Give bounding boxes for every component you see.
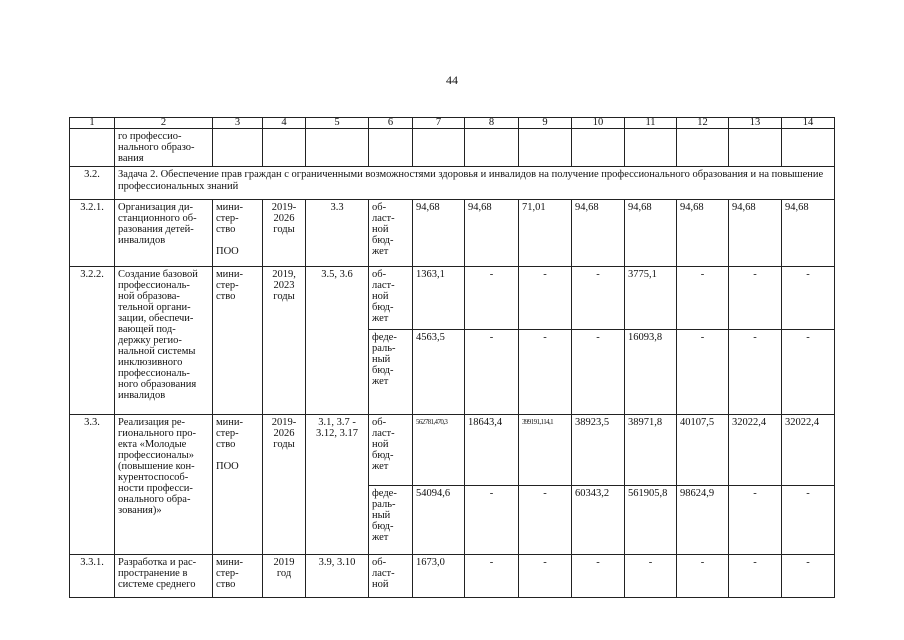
budget-value: 94,68 — [729, 200, 782, 267]
indicators: 3.5, 3.6 — [306, 267, 369, 415]
header-row — [70, 118, 835, 129]
indicators: 3.3 — [306, 200, 369, 267]
budget-value: - — [729, 267, 782, 330]
budget-value: 4563,5 — [413, 330, 465, 415]
task-text: Задача 2. Обеспечение прав граждан с ограниченными возможностями здоровья и инвалидов на получение профессионального образования и на повышение профессиональных знаний — [115, 167, 835, 200]
budget-value: 40107,5 — [677, 415, 729, 486]
empty-cell — [413, 129, 465, 167]
budget-value: 16093,8 — [625, 330, 677, 415]
event-name: Реализация ре- гионального про- екта «Молодые профессионалы» (повышение кон- курентоспособ- ности професси- онального обра- зования)» — [115, 415, 213, 555]
budget-value: - — [519, 555, 572, 598]
budget-value: 94,68 — [413, 200, 465, 267]
executor: мини- стер- ство ПОО — [213, 200, 263, 267]
executor: мини- стер- ство — [213, 555, 263, 598]
budget-value: 94,68 — [625, 200, 677, 267]
column-header-6: 6 — [369, 118, 413, 129]
table-row — [70, 200, 835, 267]
budget-value: 399191,114,1 — [519, 415, 572, 486]
empty-cell — [369, 129, 413, 167]
budget-value: - — [572, 555, 625, 598]
budget-value: - — [465, 555, 519, 598]
empty-cell — [70, 129, 115, 167]
column-header-2: 2 — [115, 118, 213, 129]
page-number: 44 — [446, 73, 458, 87]
budget-value: 38971,8 — [625, 415, 677, 486]
budget-value: 98624,9 — [677, 486, 729, 555]
budget-value: 71,01 — [519, 200, 572, 267]
event-name: Организация ди- станционного об- разования детей- инвалидов — [115, 200, 213, 267]
column-header-8: 8 — [465, 118, 519, 129]
budget-value: - — [625, 555, 677, 598]
budget-value: - — [677, 330, 729, 415]
table-row — [70, 415, 835, 486]
budget-value: 94,68 — [465, 200, 519, 267]
row-number: 3.3. — [70, 415, 115, 555]
row-number: 3.2.2. — [70, 267, 115, 415]
row-number: 3.2.1. — [70, 200, 115, 267]
column-header-10: 10 — [572, 118, 625, 129]
column-header-14: 14 — [782, 118, 835, 129]
budget-value: - — [782, 330, 835, 415]
empty-cell — [306, 129, 369, 167]
funding-source: феде- раль- ный бюд- жет — [369, 330, 413, 415]
budget-value: 60343,2 — [572, 486, 625, 555]
empty-cell — [213, 129, 263, 167]
empty-cell — [729, 129, 782, 167]
budget-value: 94,68 — [677, 200, 729, 267]
column-header-12: 12 — [677, 118, 729, 129]
row-number: 3.3.1. — [70, 555, 115, 598]
period: 2019- 2026 годы — [263, 415, 306, 555]
budget-value: 1363,1 — [413, 267, 465, 330]
budget-value: 562781,470,3 — [413, 415, 465, 486]
empty-cell — [782, 129, 835, 167]
budget-value: - — [677, 267, 729, 330]
column-header-9: 9 — [519, 118, 572, 129]
budget-value: - — [677, 555, 729, 598]
budget-value: - — [782, 267, 835, 330]
budget-value: - — [465, 486, 519, 555]
empty-cell — [625, 129, 677, 167]
budget-value: - — [519, 267, 572, 330]
empty-cell — [677, 129, 729, 167]
budget-value: 94,68 — [782, 200, 835, 267]
funding-source: феде- раль- ный бюд- жет — [369, 486, 413, 555]
task-row — [70, 167, 835, 200]
budget-value: - — [782, 486, 835, 555]
executor: мини- стер- ство ПОО — [213, 415, 263, 555]
budget-value: - — [519, 486, 572, 555]
empty-cell — [465, 129, 519, 167]
budget-value: - — [465, 267, 519, 330]
column-header-11: 11 — [625, 118, 677, 129]
event-name: го профессио- нального образо- вания — [115, 129, 213, 167]
indicators: 3.1, 3.7 - 3.12, 3.17 — [306, 415, 369, 555]
column-header-1: 1 — [70, 118, 115, 129]
budget-value: 18643,4 — [465, 415, 519, 486]
funding-source: об- ласт- ной — [369, 555, 413, 598]
period: 2019, 2023 годы — [263, 267, 306, 415]
column-header-7: 7 — [413, 118, 465, 129]
table-row — [70, 555, 835, 598]
column-header-3: 3 — [213, 118, 263, 129]
budget-value: - — [465, 330, 519, 415]
task-number: 3.2. — [70, 167, 115, 200]
period: 2019 год — [263, 555, 306, 598]
budget-value: - — [729, 486, 782, 555]
funding-source: об- ласт- ной бюд- жет — [369, 200, 413, 267]
column-header-5: 5 — [306, 118, 369, 129]
empty-cell — [263, 129, 306, 167]
budget-value: 54094,6 — [413, 486, 465, 555]
column-header-4: 4 — [263, 118, 306, 129]
funding-source: об- ласт- ной бюд- жет — [369, 267, 413, 330]
budget-value: 32022,4 — [729, 415, 782, 486]
event-name: Создание базовой профессиональ- ной образова- тельной органи- зации, обеспечи- вающей под- держку регио- нальной системы инклюзивного профессиональ- ного образования инвалидов — [115, 267, 213, 415]
budget-value: 3775,1 — [625, 267, 677, 330]
table-row — [70, 129, 835, 167]
budget-value: - — [729, 555, 782, 598]
budget-value: 32022,4 — [782, 415, 835, 486]
budget-table — [69, 117, 835, 598]
period: 2019- 2026 годы — [263, 200, 306, 267]
table-row — [70, 267, 835, 330]
budget-value: - — [519, 330, 572, 415]
budget-value: - — [572, 267, 625, 330]
budget-value: - — [729, 330, 782, 415]
budget-value: 1673,0 — [413, 555, 465, 598]
budget-value: - — [782, 555, 835, 598]
budget-value: - — [572, 330, 625, 415]
empty-cell — [572, 129, 625, 167]
executor: мини- стер- ство — [213, 267, 263, 415]
event-name: Разработка и рас- пространение в системе среднего — [115, 555, 213, 598]
funding-source: об- ласт- ной бюд- жет — [369, 415, 413, 486]
indicators: 3.9, 3.10 — [306, 555, 369, 598]
budget-value: 561905,8 — [625, 486, 677, 555]
column-header-13: 13 — [729, 118, 782, 129]
budget-value: 38923,5 — [572, 415, 625, 486]
empty-cell — [519, 129, 572, 167]
budget-value: 94,68 — [572, 200, 625, 267]
